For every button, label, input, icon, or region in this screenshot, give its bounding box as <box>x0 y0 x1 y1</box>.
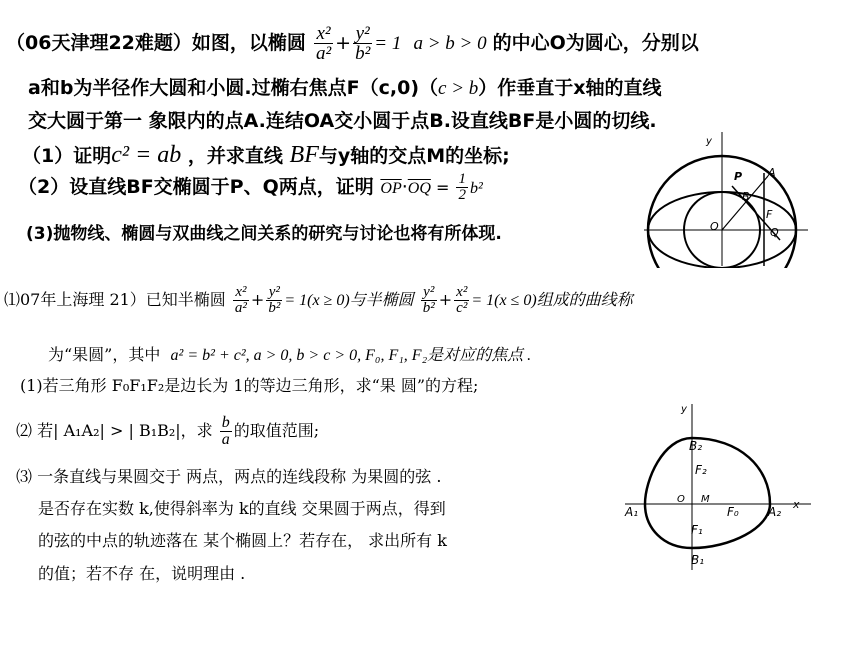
fig2-label-A2: A₂ <box>768 505 782 519</box>
ellipse-y-term: $\frac{\text{y²}}{\text{b²}}$ <box>355 23 371 64</box>
problem2-q3-line1: ⑶ 一条直线与果圆交于 两点，两点的连线段称 为果圆的弦 . <box>16 467 442 486</box>
fig2-label-F2: F₂ <box>695 463 707 477</box>
fig2-label-x: x <box>793 498 800 511</box>
problem2-q3-line2: 是否存在实数 k,使得斜率为 k的直线 交果圆于两点，得到 <box>38 499 446 518</box>
problem2-q2: ⑵ 若| A₁A₂| > | B₁B₂|，求 $\frac{b}{a}$ 的取值范围; <box>16 414 320 448</box>
fig2-fruit-curve <box>645 438 770 548</box>
fig1-line-OA <box>722 176 768 230</box>
problem1-source: （06天津理22难题） <box>6 32 192 54</box>
fig1-label-P: P <box>734 170 743 183</box>
fig1-label-F: F <box>766 208 773 221</box>
fig1-label-B: B <box>742 190 750 203</box>
ellipse-x-term: $\frac{\text{x²}}{\text{a²}}$ <box>315 23 332 64</box>
problem1-part1: （1）证明c² = ab ，并求直线 BF与y轴的交点M的坐标; <box>22 142 510 168</box>
fig2-label-F1: F₁ <box>691 523 703 537</box>
fig2-label-y: y <box>681 404 687 415</box>
fig2-label-O: O <box>677 494 685 505</box>
problem1-line3: 交大圆于第一 象限内的点A.连结OA交小圆于点B.设直线BF是小圆的切线. <box>28 110 657 132</box>
fig2-label-M: M <box>701 494 710 505</box>
figure1-ellipse-diagram <box>640 128 810 268</box>
figure2-fruit-circle-diagram <box>615 398 815 573</box>
problem2-q3-line4: 的值；若不存 在，说明理由 . <box>38 564 246 583</box>
fig2-label-B1: B₁ <box>691 553 705 567</box>
problem1-line1: （06天津理22难题）如图，以椭圆 $\frac{\text{x²}}{\text{a²}}$ + $\frac{\text{y²}}{\text{b²}}$ = 1 a > b > 0 的中心O为圆心，分别以 <box>6 23 699 64</box>
problem1-part3: (3)抛物线、椭圆与双曲线之间关系的研究与讨论也将有所体现. <box>26 224 502 244</box>
fig1-label-Q: Q <box>770 226 779 239</box>
fig1-label-A: A <box>768 166 776 179</box>
fig2-label-B2: B₂ <box>689 439 703 453</box>
problem2-line1: ⑴07年上海理 21）已知半椭圆 $\frac{\text{x²}}{\text{a²}}$ + $\frac{\text{y²}}{\text{b²}}$ = 1(x ≥ 0)与半椭圆 $\frac{\text{y²}}{\text{b²}}$ + $\frac{\text{x²}}{\text{c²}}$ = 1(x ≤ 0)组成的曲线称 <box>4 284 633 316</box>
fig2-label-A1: A₁ <box>625 505 639 519</box>
problem2-q1: (1)若三角形 F₀F₁F₂是边长为 1的等边三角形，求“果 圆”的方程; <box>20 376 479 395</box>
fig1-label-y: y <box>706 136 712 147</box>
fig1-label-O: O <box>710 220 719 233</box>
problem2-q3-line3: 的弦的中点的轨迹落在 某个椭圆上？若存在， 求出所有 k <box>38 531 447 550</box>
problem2-line2: 为“果圆”，其中 a² = b² + c², a > 0, b > c > 0, F₀, F₁, F₂是对应的焦点 . <box>48 345 532 364</box>
problem1-line2: a和b为半径作大圆和小圆.过椭右焦点F（c,0)（c > b）作垂直于x轴的直线 <box>28 77 662 99</box>
condition-a-b: a > b > 0 <box>413 33 487 54</box>
problem1-part2: （2）设直线BF交椭圆于P、Q两点，证明 $\overline{OP}\cdot\overline{OQ}$ = $\frac{1}{2}$ b² <box>18 171 483 203</box>
fig2-label-F0: F₀ <box>727 505 739 519</box>
